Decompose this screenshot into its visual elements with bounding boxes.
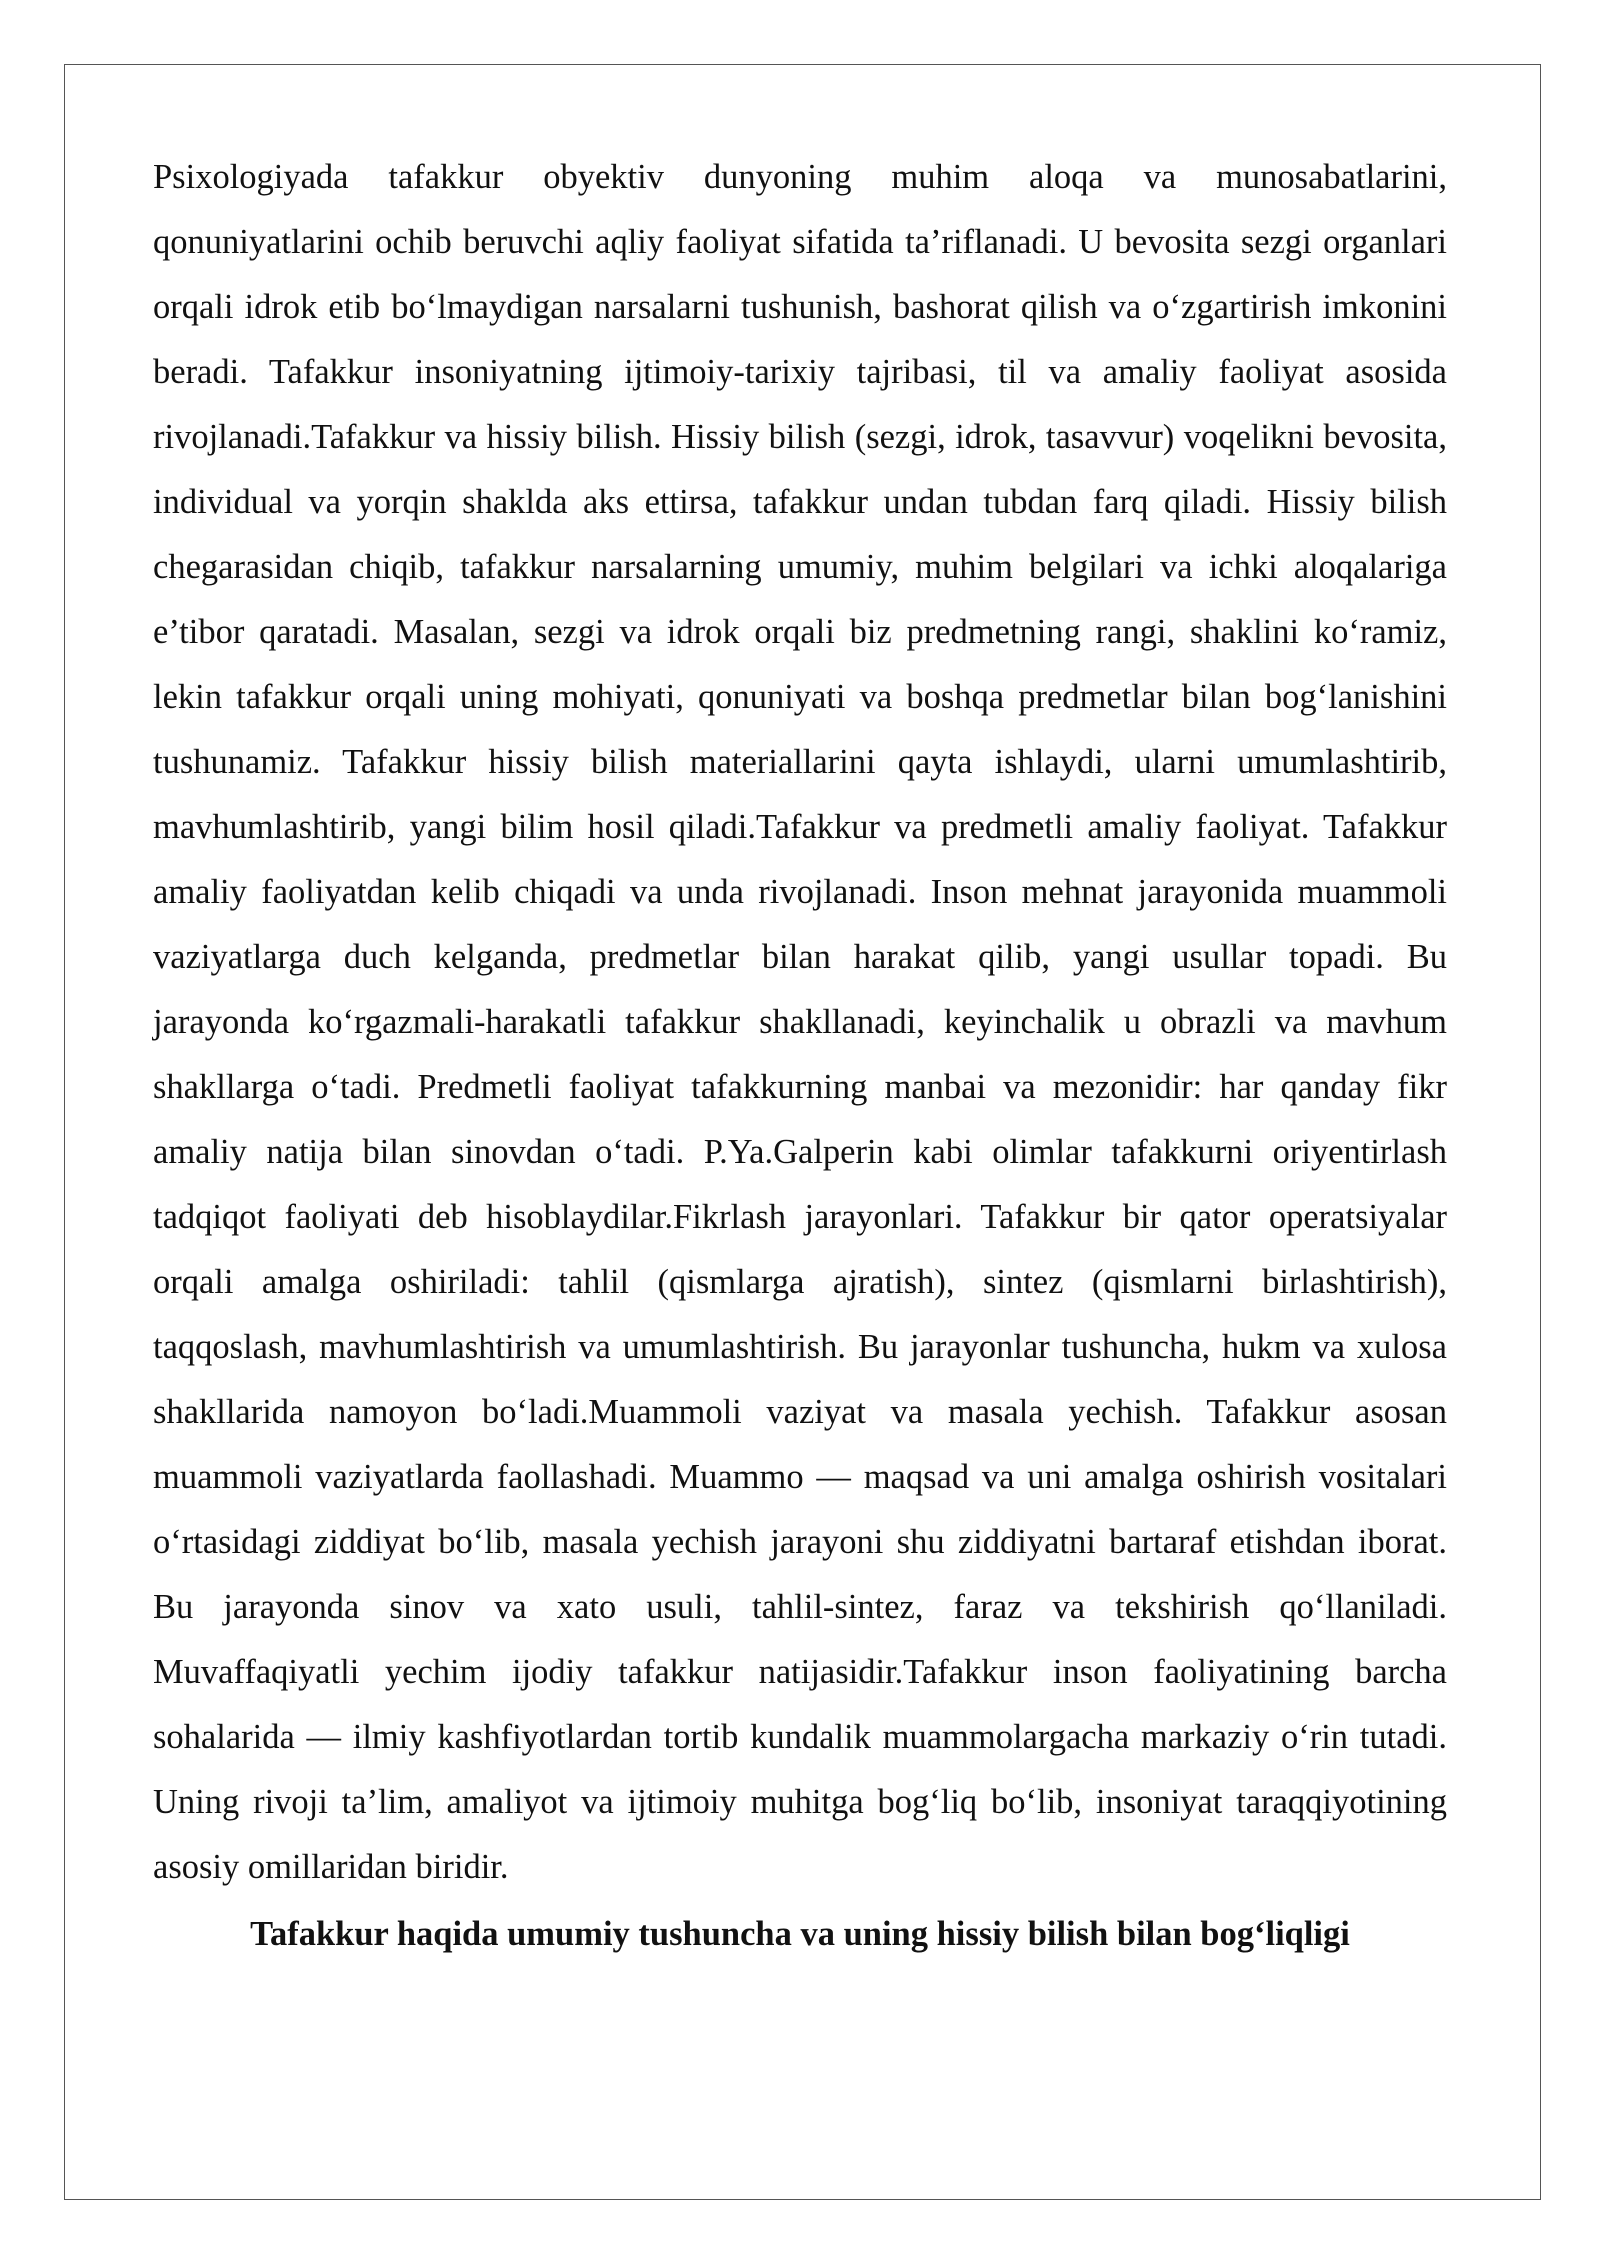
section-heading: Tafakkur haqida umumiy tushuncha va uning hissiy bilish bilan bog‘liqligi	[250, 1915, 1350, 1953]
body-paragraph: Psixologiyada tafakkur obyektiv dunyoning muhim aloqa va munosabatlarini, qonuniyatlarini ochib beruvchi aqliy faoliyat sifatida ta’riflanadi. U bevosita sezgi organlari orqali idrok etib bo‘lmaydigan narsalarni tushunish, bashorat qilish va o‘zgartirish imkonini beradi. Tafakkur insoniyatning ijtimoiy-tarixiy tajribasi, til va amaliy faoliyat asosida rivojlanadi.Tafakkur va hissiy bilish. Hissiy bilish (sezgi, idrok, tasavvur) voqelikni bevosita, individual va yorqin shaklda aks ettirsa, tafakkur undan tubdan farq qiladi. Hissiy bilish chegarasidan chiqib, tafakkur narsalarning umumiy, muhim belgilari va ichki aloqalariga e’tibor qaratadi. Masalan, sezgi va idrok orqali biz predmetning rangi, shaklini ko‘ramiz, lekin tafakkur orqali uning mohiyati, qonuniyati va boshqa predmetlar bilan bog‘lanishini tushunamiz. Tafakkur hissiy bilish materiallarini qayta ishlaydi, ularni umumlashtirib, mavhumlashtirib, yangi bilim hosil qiladi.Tafakkur va predmetli amaliy faoliyat. Tafakkur amaliy faoliyatdan kelib chiqadi va unda rivojlanadi. Inson mehnat jarayonida muammoli vaziyatlarga duch kelganda, predmetlar bilan harakat qilib, yangi usullar topadi. Bu jarayonda ko‘rgazmali-harakatli tafakkur shakllanadi, keyinchalik u obrazli va mavhum shakllarga o‘tadi. Predmetli faoliyat tafakkurning manbai va mezonidir: har qanday fikr amaliy natija bilan sinovdan o‘tadi. P.Ya.Galperin kabi olimlar tafakkurni oriyentirlash tadqiqot faoliyati deb hisoblaydilar.Fikrlash jarayonlari. Tafakkur bir qator operatsiyalar orqali amalga oshiriladi: tahlil (qismlarga ajratish), sintez (qismlarni birlashtirish), taqqoslash, mavhumlashtirish va umumlashtirish. Bu jarayonlar tushuncha, hukm va xulosa shakllarida namoyon bo‘ladi.Muammoli vaziyat va masala yechish. Tafakkur asosan muammoli vaziyatlarda faollashadi. Muammo — maqsad va uni amalga oshirish vositalari o‘rtasidagi ziddiyat bo‘lib, masala yechish jarayoni shu ziddiyatni bartaraf etishdan iborat. Bu jarayonda sinov va xato usuli, tahlil-sintez, faraz va tekshirish qo‘llaniladi. Muvaffaqiyatli yechim ijodiy tafakkur natijasidir.Tafakkur inson faoliyatining barcha sohalarida — ilmiy kashfiyotlardan tortib kundalik muammolargacha markaziy o‘rin tutadi. Uning rivoji ta’lim, amaliyot va ijtimoiy muhitga bog‘liq bo‘lib, insoniyat taraqqiyotining asosiy omillaridan biridir.	[153, 158, 1447, 1886]
page-content	[153, 145, 1447, 1967]
